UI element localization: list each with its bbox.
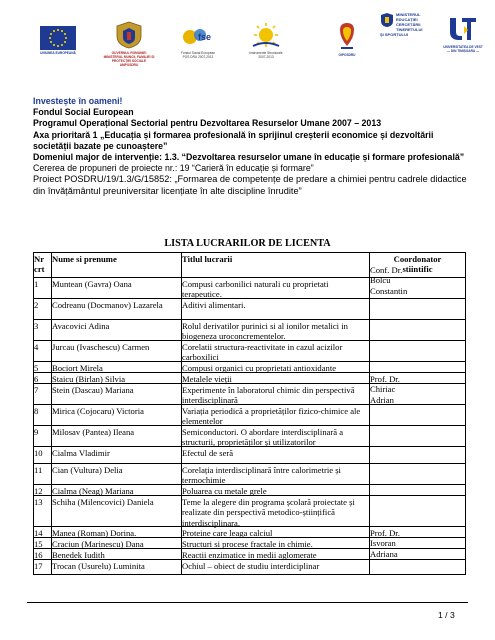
table-row — [33, 384, 465, 405]
table-column-rule — [51, 252, 52, 575]
row-title: Efectul de seră — [182, 448, 234, 458]
table-row — [33, 341, 465, 362]
row-nr: 10 — [34, 448, 43, 458]
row-nr: 5 — [34, 363, 39, 373]
row-nr: 16 — [34, 550, 43, 560]
table-row — [33, 538, 465, 549]
ministry-crest-icon — [380, 12, 394, 28]
row-name: Codreanu (Docmanov) Lazarela — [52, 300, 163, 310]
table-row — [33, 496, 465, 527]
row-name: Bociort Mirela — [52, 363, 103, 373]
table-row — [33, 373, 465, 384]
row-title: Metalele vieții — [182, 374, 232, 384]
row-nr: 1 — [34, 279, 39, 289]
coordinator-cell: Prof. Dr. Isvoran Adriana — [370, 528, 400, 559]
page-number: 1 / 3 — [438, 610, 455, 620]
table-column-rule — [181, 252, 182, 575]
header-name: Nume si prenume — [52, 254, 117, 264]
row-nr: 7 — [34, 385, 39, 395]
table-column-rule — [465, 252, 466, 575]
is-logo: Instrumente Structurale 2007-2013 — [238, 22, 294, 59]
svg-text:fse: fse — [198, 32, 212, 42]
row-nr: 9 — [34, 427, 39, 437]
row-name: Mirica (Cojocaru) Victoria — [52, 406, 144, 416]
row-name: Cialma (Neag) Mariana — [52, 486, 134, 496]
row-nr: 8 — [34, 406, 39, 416]
row-title: Structuri si procese fractale in chimie. — [182, 539, 313, 549]
coordinator-cell: Prof. Dr. Chiriac Adrian — [370, 374, 400, 405]
row-title: Reactii enzimatice in medii aglomerate — [182, 550, 317, 560]
row-name: Muntean (Gavra) Oana — [52, 279, 132, 289]
row-name: Milosav (Pantea) Ileana — [52, 427, 135, 437]
eu-flag-logo: UNIUNEA EUROPEANĂ — [34, 26, 82, 55]
table-column-rule — [369, 252, 370, 575]
row-nr: 15 — [34, 539, 43, 549]
table-row — [33, 527, 465, 538]
row-name: Craciun (Marinescu) Dana — [52, 539, 144, 549]
program-name: Programul Operațional Sectorial pentru Dezvoltarea Resurselor Umane 2007 – 2013 — [33, 118, 382, 129]
row-name: Avacovici Adina — [52, 321, 110, 331]
eu-flag-icon — [40, 26, 76, 50]
call-for-proposals: Cererea de propuneri de proiecte nr.: 19 “Carieră în educație și formare” — [33, 163, 314, 174]
university-icon — [446, 14, 480, 44]
row-name: Trocan (Usurelu) Luminita — [52, 561, 145, 571]
intervention-domain: Domeniul major de intervenție: 1.3. “Dezvoltarea resurselor umane în educație și formare profesională” — [33, 152, 465, 163]
oiposdru-icon — [330, 20, 364, 52]
footer-rule — [27, 602, 468, 603]
table-row — [33, 447, 465, 464]
row-name: Cialma Vladimir — [52, 448, 110, 458]
header-coordinator: Coordonator stiintific — [393, 254, 442, 275]
row-name: Cian (Vultura) Delia — [52, 465, 123, 475]
row-nr: 17 — [34, 561, 43, 571]
table-row — [33, 560, 465, 575]
project-title: Proiect POSDRU/19/1.3/G/15852: „Formarea de competențe de predare a chimiei pentru cadrele didactice din învățământul preuniversitar licențiate în alte discipline înrudite” — [33, 174, 467, 196]
gov-romania-logo: GUVERNUL ROMÂNIEI MINISTERUL MUNCII, FAMILIEI ȘI PROTECȚIEI SOCIALE AMPOSDRU — [98, 20, 160, 67]
row-nr: 2 — [34, 300, 39, 310]
row-name: Schiha (Milencovici) Daniela — [52, 497, 154, 507]
table-row — [33, 320, 465, 341]
row-nr: 11 — [34, 465, 43, 475]
row-title: Poluarea cu metale grele — [182, 486, 267, 496]
row-nr: 3 — [34, 321, 39, 331]
row-title: Ochiul – obiect de studiu interdiciplinar — [182, 561, 320, 571]
fse-icon — [178, 24, 218, 50]
row-title: Semiconductori. O abordare interdisciplinară a structurii, proprietăților și utilizatorilor — [182, 427, 344, 448]
project-header — [33, 96, 473, 197]
row-name: Jurcau (Ivaschescu) Carmen — [52, 342, 150, 352]
row-nr: 13 — [34, 497, 43, 507]
table-column-rule — [33, 252, 34, 575]
row-name: Benedek Iudith — [52, 550, 105, 560]
row-nr: 14 — [34, 528, 43, 538]
table-row — [33, 405, 465, 426]
row-title: Variația periodică a proprietăților fizico-chimice ale elementelor — [182, 406, 361, 427]
row-name: Staicu (Birlan) Silvia — [52, 374, 126, 384]
row-title: Corelația interdisciplinară între calorimetrie și termochimie — [182, 465, 341, 486]
fse-logo: fse Fondul Social European POS DRU 2007-2013 — [170, 24, 226, 59]
row-name: Stein (Dascau) Mariana — [52, 385, 134, 395]
row-title: Compusi organici cu proprietati antioxidante — [182, 363, 337, 373]
row-nr: 6 — [34, 374, 39, 384]
row-title: Experimente în laboratorul chimic din perspectivă interdisciplinară — [182, 385, 355, 406]
header-title: Titlul lucrarii — [182, 254, 233, 264]
header-nr: Nr crt — [34, 254, 45, 275]
row-title: Proteine care leaga calciul — [182, 528, 273, 538]
table-row — [33, 299, 465, 320]
row-nr: 12 — [34, 486, 43, 496]
fund-name: Fondul Social European — [33, 107, 134, 118]
university-logo: UNIVERSITATEA DE VEST — DIN TIMIȘOARA — — [438, 14, 488, 53]
coat-of-arms-icon — [112, 20, 146, 50]
table-row — [33, 485, 465, 496]
row-nr: 4 — [34, 342, 39, 352]
table-row — [33, 549, 465, 560]
logo-strip — [0, 0, 495, 90]
is-sun-icon — [247, 22, 285, 50]
row-name: Manea (Roman) Dorina. — [52, 528, 137, 538]
row-title: Teme la alegere din programa școlară proiectate și realizate din perspectivă metodico-științifică interdisciplinara. — [182, 497, 355, 528]
slogan: Investește în oameni! — [33, 96, 123, 106]
priority-axis: Axa prioritară 1 „Educația și formarea profesională în sprijinul creșterii economice și dezvoltării societății bazate pe cunoaștere” — [33, 129, 434, 151]
oiposdru-logo: OIPOSDRU — [322, 20, 372, 57]
ministry-education-logo: MINISTERUL EDUCAȚIEI CERCETĂRII TINERETULUI ȘI SPORTULUI — [380, 12, 423, 37]
table-row — [33, 362, 465, 373]
row-title: Rolul derivatilor purinici si al ionilor metalici in biogeneza uroconcrementelor. — [182, 321, 348, 342]
row-title: Aditivi alimentari. — [182, 300, 246, 310]
table-row — [33, 464, 465, 485]
coordinator-cell: Conf. Dr. Bolcu Constantin — [370, 265, 408, 296]
list-title: LISTA LUCRARILOR DE LICENTA — [164, 238, 331, 249]
row-title: Compusi carbonilici naturali cu proprietati terapeutice. — [182, 279, 329, 300]
table-row — [33, 426, 465, 447]
thesis-table — [33, 252, 465, 575]
row-title: Corelatii structura-reactivitate in cazul acizilor carboxilici — [182, 342, 343, 363]
